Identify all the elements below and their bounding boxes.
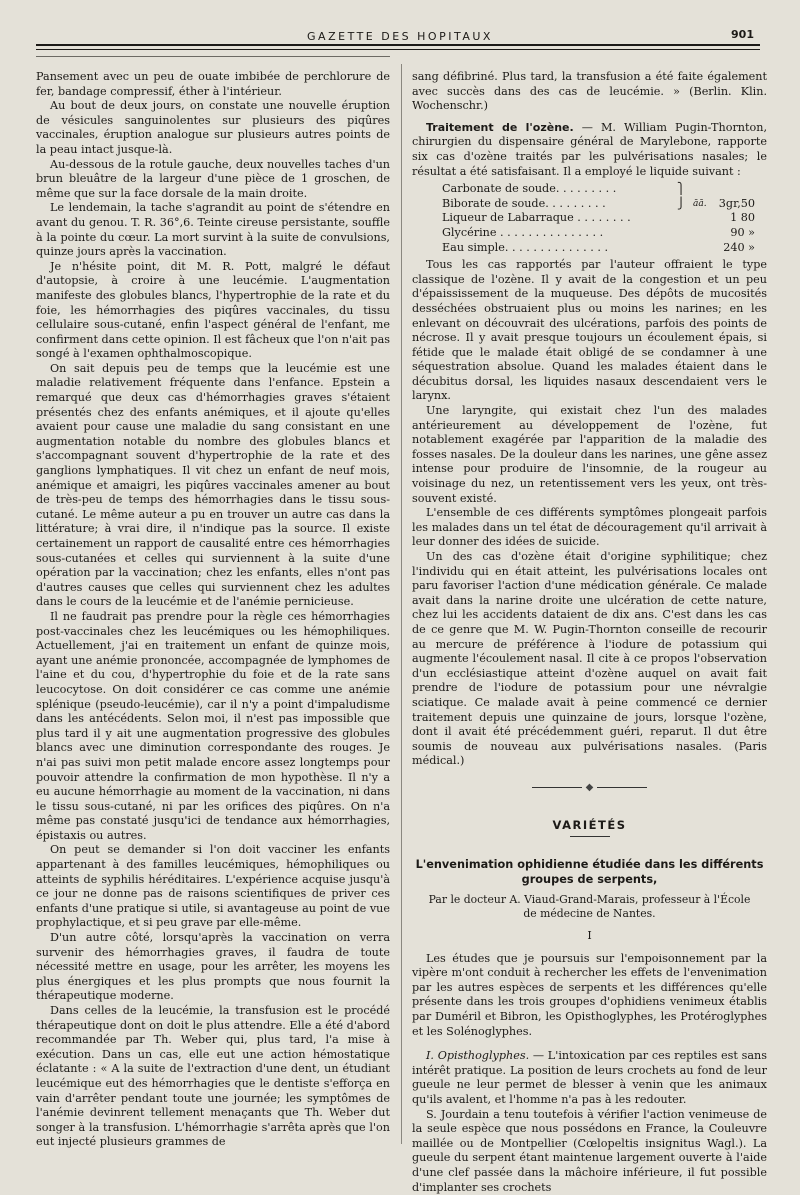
paragraph: Les études que je poursuis sur l'empoisonnement par la vipère m'ont conduit à rechercher les effets de l'envenimation par les autres espèces de serpents et les différences qu'elle présente dans les trois groupes d'ophidiens venimeux établis par Duméril et Bibron, les Opisthoglyphes, les Protéroglyphes et les Solénoglyphes. bbox=[412, 951, 767, 1038]
header-rule-thin bbox=[36, 49, 760, 50]
paragraph: Dans celles de la leucémie, la transfusion est le procédé thérapeutique dont on doit le plus attendre. Elle a été d'abord recommandée par Th. Weber qui, plus tard, l'a mise à exécution. Dans un cas, elle eut une action hémostatique éclatante : « A la suite de l'extraction d'une dent, un étudiant leucémique eut des hémorrhagies que le dentiste s'efforça en vain d'arrêter pendant toute une journée; les symptômes de l'anémie devinrent tellement menaçants que Th. Weber dut songer à la transfusion. L'hémorrhagie s'arrêta après que l'on eut injecté plusieurs grammes de bbox=[36, 1004, 390, 1149]
left-column-top-rule bbox=[36, 56, 390, 57]
part-number: I bbox=[587, 929, 592, 943]
byline bbox=[412, 893, 767, 921]
paragraph: Une laryngite, qui existait chez l'un des malades antérieurement au développement de l'ozène, fut notablement exagérée par l'apparition de la maladie des fosses nasales. De la douleur dans les narines, une gêne assez intense pour produire de l'insomnie, de la rougeur au voisinage du nez, un retentissement vers les yeux, ont très-souvent existé. bbox=[412, 404, 767, 505]
separator-line bbox=[597, 787, 647, 788]
paragraph: Pansement avec un peu de ouate imbibée de perchlorure de fer, bandage compressif, éther à l'intérieur. bbox=[36, 70, 390, 98]
formula-row bbox=[442, 197, 767, 212]
ozene-heading: Traitement de l'ozène. bbox=[426, 120, 574, 134]
ingredient-amount: 90 » bbox=[730, 225, 755, 239]
paragraph: D'un autre côté, lorsqu'après la vaccination on verra survenir des hémorrhagies graves, il faudra de toute nécessité mettre en usage, pour les arrêter, les moyens les plus énergiques et les plus prompts que nous fournit la thérapeutique moderne. bbox=[36, 931, 390, 1003]
paragraph: Il ne faudrait pas prendre pour la règle ces hémorrhagies post-vaccinales chez les leucémiques ou les hémophiliques. Actuellement, j'ai en traitement un enfant de quinze mois, ayant une anémie prononcée, accompagnée de lymphomes de l'aine et du cou, d'hypertrophie du foie et de la rate sans leucocytose. On doit considérer ce cas comme une anémie splénique (pseudo-leucémie), car il n'y a point d'impaludisme dans les antécédents. Selon moi, il n'est pas impossible que plus tard il y ait une augmentation progressive des globules blancs avec une diminution correspondante des rouges. Je n'ai pas suivi mon petit malade encore assez longtemps pour pouvoir attendre la confirmation de mon hypothèse. Il n'y a eu aucune hémorrhagie au moment de la vaccination, ni dans le tissu sous-cutané, ni par les orifices des piqûres. On n'a même pas constaté jusqu'ici de tendance aux hémorrhagies, épistaxis ou autres. bbox=[36, 609, 390, 842]
article-title-line: groupes de serpents, bbox=[521, 873, 658, 887]
running-head bbox=[0, 14, 800, 46]
paragraph: On sait depuis peu de temps que la leucémie est une maladie relativement fréquente dans l'enfance. Epstein a remarqué que deux cas d'hémorrhagies graves s'étaient présentés chez des enfants anémiques, et il ajoute qu'elles avaient pour cause une maladie du sang consistant en une augmentation notable du nombre des globules blancs et s'accompagnant souvent d'hypertrophie de la rate et des ganglions lymphatiques. Il vit chez un enfant de neuf mois, anémique et amaigri, les piqûres vaccinales amener au bout de très-peu de temps des hémorrhagies dans le tissu sous-cutané. Le même auteur a pu en trouver un autre cas dans la littérature; à vrai dire, il n'indique pas la source. Il existe certainement un rapport de causalité entre ces hémorrhagies sous-cutanées et celles qui surviennent à la suite d'une opération par la vaccination; chez les enfants, elles n'ont pas d'autres causes que celles qui surviennent chez les adultes dans le cours de la leucémie et de l'anémie pernicieuse. bbox=[36, 361, 390, 609]
subsection-text: — L'intoxication par ces reptiles est sans intérêt pratique. La position de leurs crochets au fond de leur gueule ne leur permet de blesser à venin que les animaux qu'ils avalent, et l'homme n'a pas à les redouter. bbox=[412, 1049, 768, 1107]
formula-table bbox=[442, 182, 767, 255]
section-separator bbox=[412, 781, 767, 796]
ingredient-amount: 3gr,50 bbox=[718, 196, 755, 210]
article-title-line: L'envenimation ophidienne étudiée dans les différents bbox=[415, 858, 764, 872]
article-title bbox=[412, 857, 767, 887]
ozene-intro-paragraph bbox=[412, 121, 767, 179]
ingredient-name: Eau simple. . . . . . . . . . . . . . . bbox=[442, 240, 609, 254]
page-number: 901 bbox=[731, 28, 754, 41]
paragraph: Au bout de deux jours, on constate une nouvelle éruption de vésicules sanguinolentes sur plusieurs des piqûres vaccinales, éruption analogue sur plusieurs autres points de la peau intact jusque-là. bbox=[36, 99, 390, 156]
header-rule-thick bbox=[36, 44, 760, 46]
paragraph: L'ensemble de ces différents symptômes plongeait parfois les malades dans un tel état de découragement qu'il arrivait à leur donner des idées de suicide. bbox=[412, 506, 767, 549]
byline-line: de médecine de Nantes. bbox=[523, 907, 656, 921]
byline-line: Par le docteur A. Viaud-Grand-Marais, professeur à l'École bbox=[428, 893, 751, 907]
paragraph: sang défibriné. Plus tard, la transfusion a été faite également avec succès dans des cas de leucémie. » (Berlin. Klin. Wochenschr.) bbox=[412, 70, 767, 113]
right-column bbox=[412, 70, 767, 1195]
separator-line bbox=[532, 787, 582, 788]
formula-row bbox=[442, 241, 767, 256]
ingredient-name: Liqueur de Labarraque . . . . . . . . bbox=[442, 211, 631, 225]
ingredient-amount: 240 » bbox=[723, 240, 755, 254]
formula-row bbox=[442, 182, 767, 197]
journal-title: GAZETTE DES HOPITAUX bbox=[307, 30, 493, 43]
formula-row bbox=[442, 211, 767, 226]
left-column bbox=[36, 70, 390, 1150]
subsection-label: I. Opisthoglyphes. bbox=[426, 1049, 530, 1063]
section-heading-varietes: VARIÉTÉS bbox=[552, 817, 627, 832]
paragraph: Au-dessous de la rotule gauche, deux nouvelles taches d'un brun bleuâtre de la largeur d'une pièce de 1 groschen, de même que sur la face dorsale de la main droite. bbox=[36, 157, 390, 200]
paragraph: Un des cas d'ozène était d'origine syphilitique; chez l'individu qui en était atteint, les pulvérisations locales ont paru favoriser l'action d'une médication générale. Ce malade avait dans la narine droite une ulcération de cette nature, chez lui les accidents dataient de dix ans. C'est dans les cas de ce genre que M. W. Pugin-Thornton conseille de recourir au mercure de préférence à l'iodure de potassium qui augmente l'écoulement nasal. Il cite à ce propos l'observation d'un ecclésiastique atteint d'ozène auquel on avait fait prendre de l'iodure de potassium pour une névralgie sciatique. Ce malade avait à peine commencé ce dernier traitement depuis une quinzaine de jours, lorsque l'ozène, dont il avait été précédemment guéri, reparut. Il dut être soumis de nouveau aux pulvérisations nasales. (Paris médical.) bbox=[412, 550, 767, 768]
subsection-paragraph bbox=[412, 1049, 767, 1107]
ingredient-unit: āā. bbox=[693, 198, 707, 209]
paragraph: Le lendemain, la tache s'agrandit au point de s'étendre en avant du genou. T. R. 36°,6. Teinte cireuse persistante, souffle à la pointe du cœur. La mort survint à la suite de convulsions, quinze jours après la vaccination. bbox=[36, 201, 390, 259]
ingredient-amount: 1 80 bbox=[730, 211, 755, 225]
ingredient-name: Carbonate de soude. . . . . . . . . bbox=[442, 182, 617, 196]
ingredient-name: Glycérine . . . . . . . . . . . . . . . bbox=[442, 225, 604, 239]
column-divider bbox=[401, 64, 402, 1144]
ingredient-name: Biborate de soude. . . . . . . . . bbox=[442, 196, 606, 210]
short-rule bbox=[570, 836, 610, 837]
ozene-intro-text: — M. William Pugin-Thornton, chirurgien du dispensaire général de Marylebone, rapporte six cas d'ozène traités par les pulvérisations nasales; le résultat a été satisfaisant. Il a employé le liquide suivant : bbox=[412, 120, 767, 178]
brace-mark: ⎫ bbox=[677, 182, 686, 196]
paragraph: Tous les cas rapportés par l'auteur offraient le type classique de l'ozène. Il y avait de la congestion et un peu d'épaississement de la muqueuse. Des dépôts de mucosités desséchées obstruaient plus ou moins les narines; en les enlevant on découvrait des ulcérations, parfois des points de nécrose. Il y avait presque toujours un écoulement épais, si fétide que le malade était obligé de se condamner à une séquestration absolue. Quand les malades étaient dans le décubitus dorsal, les liquides nasaux descendaient vers le larynx. bbox=[412, 258, 767, 403]
spacer bbox=[412, 1039, 767, 1049]
formula-row bbox=[442, 226, 767, 241]
brace-mark: ⎭ bbox=[677, 196, 686, 210]
paragraph: On peut se demander si l'on doit vacciner les enfants appartenant à des familles leucémiques, hémophiliques ou atteints de syphilis héréditaires. L'expérience acquise jusqu'à ce jour ne donne pas de raisons scientifiques de priver ces enfants d'une pratique si utile, si avantageuse au point de vue prophylactique, et si peu grave par elle-même. bbox=[36, 843, 390, 930]
paragraph: S. Jourdain a tenu toutefois à vérifier l'action venimeuse de la seule espèce que nous possédons en France, la Couleuvre maillée ou de Montpellier (Cœlopeltis insignitus Wagl.). La gueule du serpent étant maintenue largement ouverte à l'aide d'une clef passée dans la mâchoire inférieure, il fut possible d'implanter ses crochets bbox=[412, 1107, 767, 1194]
paragraph: Je n'hésite point, dit M. R. Pott, malgré le défaut d'autopsie, à croire à une leucémie. L'augmentation manifeste des globules blancs, l'hypertrophie de la rate et du foie, les hémorrhagies des piqûres vaccinales, du tissu cellulaire sous-cutané, enfin l'aspect général de l'enfant, me confirment dans cette opinion. Il est fâcheux que l'on n'ait pas songé à l'examen ophthalmoscopique. bbox=[36, 259, 390, 361]
ornament-diamond-icon: ◆ bbox=[585, 781, 594, 793]
